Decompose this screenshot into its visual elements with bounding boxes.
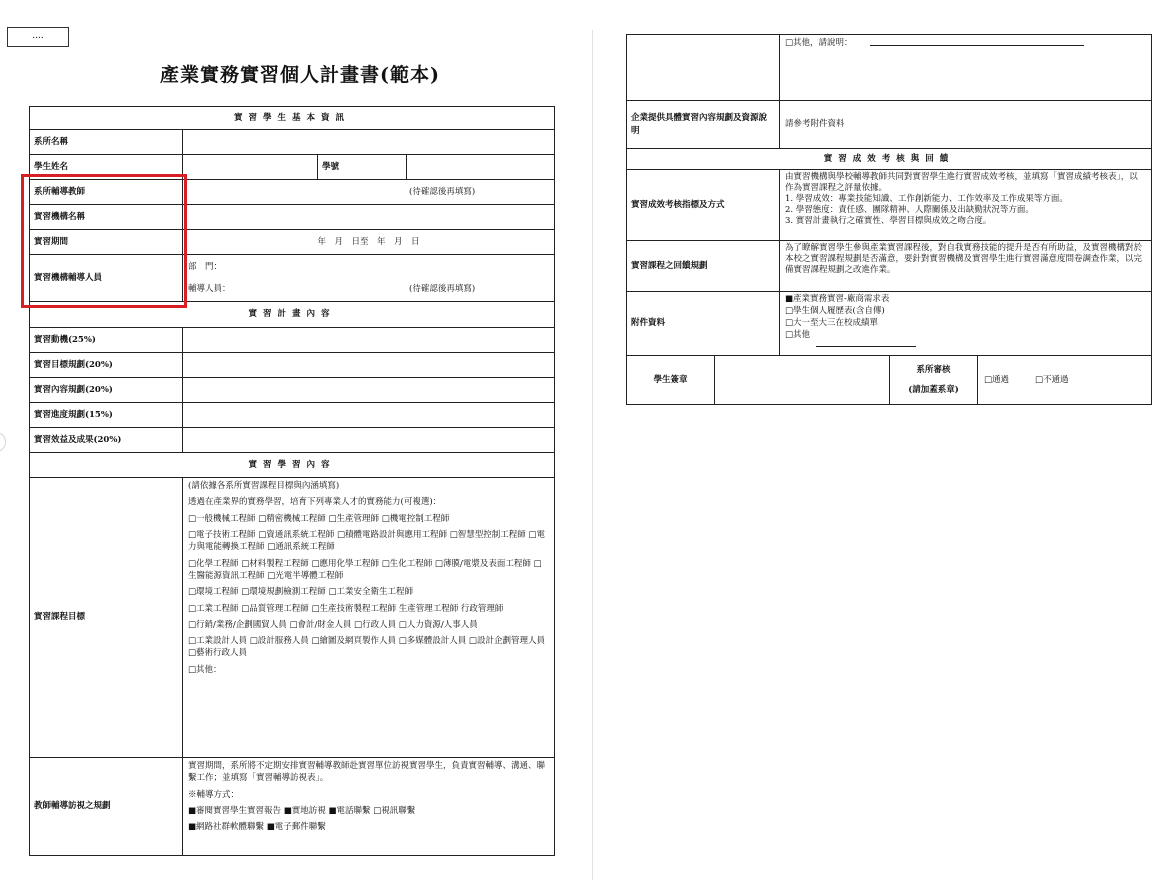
page-divider bbox=[592, 30, 593, 880]
attachment-item[interactable]: □大一至大三在校成績單 bbox=[785, 317, 879, 328]
plan-row-label: 實習內容規劃(20%) bbox=[29, 377, 183, 403]
plan-row-value[interactable] bbox=[182, 352, 555, 378]
company-resource-label: 企業提供具體實習內容規劃及資源說明 bbox=[626, 100, 780, 149]
learning-header: 實習學習內容 bbox=[29, 452, 555, 478]
student-signature-field[interactable] bbox=[714, 355, 890, 405]
period-label: 實習期間 bbox=[29, 229, 183, 255]
teacher-methods-line[interactable]: ■網路社群軟體聯繫 ■電子郵件聯繫 bbox=[188, 822, 326, 833]
attachment-other-underline bbox=[816, 346, 916, 347]
course-goal-content bbox=[182, 477, 555, 758]
advisor-label: 系所輔導教師 bbox=[29, 179, 183, 205]
dept-value[interactable] bbox=[182, 129, 555, 155]
teacher-visit-content bbox=[182, 757, 555, 856]
page-marker-box: .... bbox=[7, 27, 69, 47]
evaluation-label: 實習成效考核指標及方式 bbox=[626, 169, 780, 241]
dept-review-label bbox=[889, 355, 978, 405]
org-value[interactable] bbox=[182, 204, 555, 230]
attachment-item[interactable]: ■產業實務實習-廠商需求表 bbox=[785, 294, 890, 304]
feedback-content: 為了瞭解實習學生參與產業實習課程後，對自我實務技能的提升是否有所助益，及實習機構對於本校之實習課程規劃是否滿意，要針對實習機構及實習學生進行實習滿意度問卷調查作業，以完備實習課程規劃之改進作業。 bbox=[779, 240, 1152, 292]
evaluation-header: 實習成效考核與回饋 bbox=[626, 148, 1152, 170]
plan-row-value[interactable] bbox=[182, 427, 555, 453]
teacher-methods-line[interactable]: ■審閱實習學生實習報告 ■實地訪視 ■電話聯繫 □視訊聯繫 bbox=[188, 805, 416, 816]
teacher-visit-label: 教師輔導訪視之規劃 bbox=[29, 757, 183, 856]
highlight-box bbox=[21, 174, 187, 308]
attachment-item[interactable]: □學生個人履歷表(含自傳) bbox=[785, 305, 885, 316]
org-label: 實習機構名稱 bbox=[29, 204, 183, 230]
dept-review-options bbox=[977, 355, 1152, 405]
feedback-label: 實習課程之回饋規劃 bbox=[626, 240, 780, 292]
course-lead: 透過在產業界的實務學習，培育下列專業人才的實務能力(可複選)： bbox=[188, 497, 442, 508]
course-option-group[interactable]: □工業工程師 □品質管理工程師 □生產技術製程工程師 生產管理工程師 行政管理師 bbox=[188, 603, 504, 614]
advisor-value[interactable] bbox=[182, 179, 555, 205]
dept-label: 系所名稱 bbox=[29, 129, 183, 155]
course-option-group[interactable]: □電子技術工程師 □資通訊系統工程師 □積體電路設計與應用工程師 □智慧型控制工程師 □電力與電能轉換工程師 □通訊系統工程師 bbox=[188, 529, 545, 553]
review-pass-option[interactable]: □通過 bbox=[984, 374, 1010, 385]
course-option-group[interactable]: □一般機械工程師 □精密機械工程師 □生產管理師 □機電控制工程師 bbox=[188, 513, 450, 524]
dept-review-title: 系所審核 bbox=[916, 364, 951, 375]
plan-row-value[interactable] bbox=[182, 327, 555, 353]
course-option-group[interactable]: □工業設計人員 □設計服務人員 □繪圖及網頁製作人員 □多媒體設計人員 □設計企劃管理人員 □藝術行政人員 bbox=[188, 636, 545, 659]
advisor-note: (待確認後再填寫) bbox=[409, 187, 476, 197]
plan-row-label: 實習目標規劃(20%) bbox=[29, 352, 183, 378]
company-resource-value: 請參考附件資料 bbox=[779, 100, 1152, 149]
basic-info-header: 實習學生基本資訊 bbox=[29, 106, 555, 130]
plan-header: 實習計畫內容 bbox=[29, 301, 555, 328]
student-signature-label: 學生簽章 bbox=[626, 355, 715, 405]
course-option-group[interactable]: □行銷/業務/企劃國貿人員 □會計/財金人員 □行政人員 □人力資源/人事人員 bbox=[188, 619, 478, 630]
evaluation-line: 1. 學習成效：專業技能知識、工作創新能力、工作效率及工作成果等方面。 bbox=[785, 194, 1068, 205]
plan-row-value[interactable] bbox=[182, 402, 555, 428]
course-intro: (請依據各系所實習課程目標與內涵填寫) bbox=[188, 481, 340, 491]
other-option[interactable]: □其他，請說明： bbox=[785, 38, 853, 48]
student-name-value[interactable] bbox=[182, 154, 318, 180]
page-title: 產業實務實習個人計畫書(範本) bbox=[160, 64, 440, 86]
other-label-cell bbox=[626, 34, 780, 101]
mentor-value[interactable] bbox=[182, 254, 555, 302]
evaluation-content bbox=[779, 169, 1152, 241]
plan-row-label: 實習效益及成果(20%) bbox=[29, 427, 183, 453]
evaluation-line: 2. 學習態度：責任感、團隊精神、人際關係及出缺勤狀況等方面。 bbox=[785, 205, 1034, 216]
period-value[interactable]: 年 月 日至 年 月 日 bbox=[182, 229, 555, 255]
plan-row-label: 實習進度規劃(15%) bbox=[29, 402, 183, 428]
course-option-group[interactable]: □環境工程師 □環境規劃檢測工程師 □工業安全衛生工程師 bbox=[188, 587, 413, 598]
plan-row-value[interactable] bbox=[182, 377, 555, 403]
course-option-group[interactable]: □化學工程師 □材料製程工程師 □應用化學工程師 □生化工程師 □薄膜/電漿及表面工程師 □生醫能源資訊工程師 □光電半導體工程師 bbox=[188, 558, 542, 581]
scroll-handle[interactable] bbox=[0, 432, 6, 452]
other-underline bbox=[870, 45, 1084, 46]
student-name-label: 學生姓名 bbox=[29, 154, 183, 180]
attachments-label: 附件資料 bbox=[626, 291, 780, 356]
course-goal-label: 實習課程目標 bbox=[29, 477, 183, 758]
mentor-person-label: 輔導人員： bbox=[188, 284, 231, 294]
teacher-methods-title: ※輔導方式： bbox=[188, 789, 240, 800]
teacher-visit-text: 實習期間，系所將不定期安排實習輔導教師赴實習單位訪視實習學生，負責實習輔導、溝通、聯繫工作；並填寫「實習輔導訪視表」。 bbox=[188, 761, 546, 784]
evaluation-line: 3. 實習計畫執行之確實性、學習目標與成效之吻合度。 bbox=[785, 216, 992, 227]
attachment-item[interactable]: □其他 bbox=[785, 329, 811, 340]
plan-row-label: 實習動機(25%) bbox=[29, 327, 183, 353]
review-fail-option[interactable]: □不通過 bbox=[1035, 374, 1069, 385]
evaluation-line: 由實習機構與學校輔導教師共同對實習學生進行實習成效考核，並填寫「實習成績考核表」，以作為實習課程之評量依據。 bbox=[785, 172, 1138, 194]
student-id-label: 學號 bbox=[317, 154, 407, 180]
mentor-dept-label: 部 門： bbox=[188, 262, 223, 272]
mentor-note: (待確認後再填寫) bbox=[409, 284, 476, 294]
course-option-group[interactable]: □其他： bbox=[188, 664, 222, 675]
mentor-label: 實習機構輔導人員 bbox=[29, 254, 183, 302]
dept-review-sub: (請加蓋系章) bbox=[908, 385, 959, 395]
student-id-value[interactable] bbox=[406, 154, 555, 180]
